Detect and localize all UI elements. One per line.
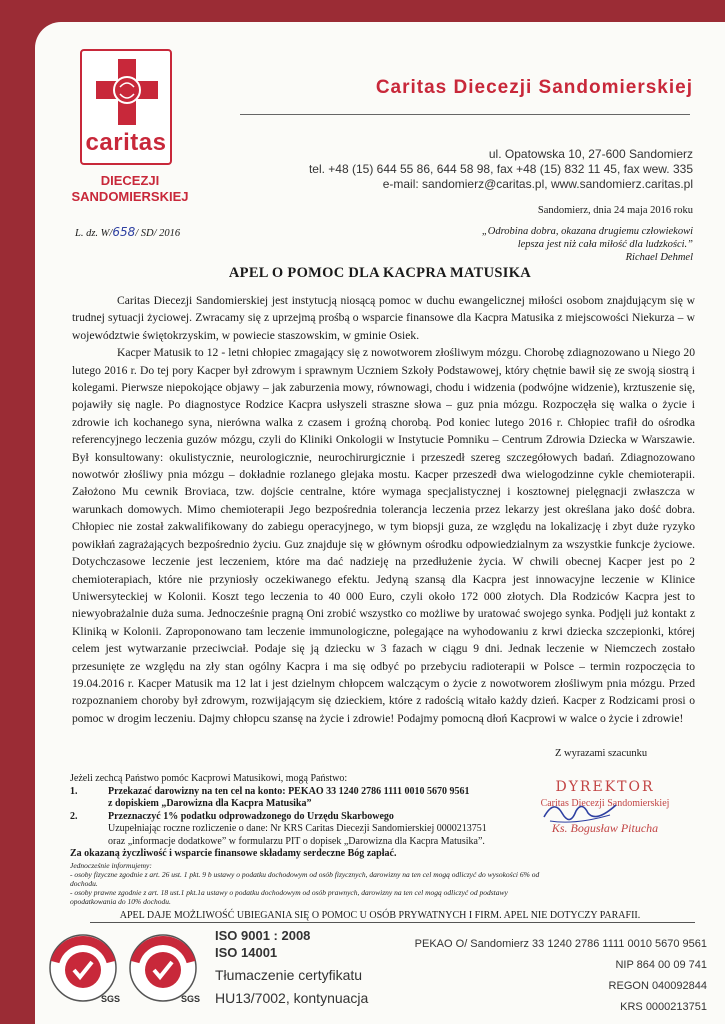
translation-line-2: HU13/7002, kontynuacja: [215, 990, 369, 1006]
email-line[interactable]: e-mail: sandomierz@caritas.pl, www.sandomierz.caritas.pl: [382, 177, 693, 191]
contact-block: [215, 147, 693, 192]
address: ul. Opatowska 10, 27-600 Sandomierz: [488, 147, 693, 161]
stamp-name: Ks. Bogusław Pitucha: [551, 821, 659, 835]
footer-divider: [90, 922, 695, 923]
letter-date: Sandomierz, dnia 24 maja 2016 roku: [537, 205, 693, 216]
motto-quote: [335, 225, 693, 264]
sgs-label: SGS: [101, 994, 121, 1004]
appeal-warning: APEL DAJE MOŻLIWOŚĆ UBIEGANIA SIĘ O POMOC U OSÓB PRYWATNYCH I FIRM. APEL NIE DOTYCZY PARAFII.: [119, 910, 641, 921]
header-divider: [240, 114, 690, 115]
pit-note-line: oraz „informacje dodatkowe” w formularzu PIT o dopisek „Darowizna dla Kacpra Matusika”.: [108, 835, 485, 847]
reference-handwritten-number: 658: [112, 225, 136, 239]
item-number: 1.: [70, 785, 78, 797]
nip-number: NIP 864 00 09 741: [615, 959, 707, 971]
signature-icon: [540, 797, 620, 827]
quote-line-2: lepsza jest niż cała miłość dla ludzkości.”: [517, 239, 693, 250]
paragraph: Caritas Diecezji Sandomierskiej jest instytucją niosącą pomoc w duchu ewangelicznej miłości osobom znajdującym się w trudnej sytuacji życiowej. Zwracamy się z uprzejmą prośbą o wsparcie finansowe dla Kacpra Matusika z miejscowości Niekurza – w województwie świętokrzyskim, w powiecie staszowskim, w gminie Osiek.: [72, 294, 695, 342]
support-instructions: [70, 773, 540, 906]
support-intro: Jeżeli zechcą Państwo pomóc Kacprowi Matusikowi, mogą Państwo:: [70, 773, 348, 784]
logo-word: caritas: [85, 129, 167, 156]
fine-print-1: - osoby fizyczne zgodnie z art. 26 ust. 1 pkt. 9 b ustawy o podatku dochodowym od osób fizycznych, darowizny na ten cel mogą odliczyć do wysokości 6% od dochodu.: [70, 869, 540, 888]
diocese-line-2: SANDOMIERSKIEJ: [71, 189, 189, 204]
paragraph: Kacper Matusik to 12 - letni chłopiec zmagający się z nowotworem złośliwym mózgu. Chorobę zdiagnozowano u Niego 20 lutego 2016 r. Do tej pory Kacper był zdrowym i sprawnym Uczniem Szkoły Podstawowej, który chętnie bawił się ze swoją siostrą i kolegami. Pierwsze niepokojące objawy – jak zaburzenia mowy, równowagi, chodu i widzenia (podwójne widzenie), krztuszenie się, pojawiły się nagle. Po diagnostyce Rodzice Kacpra usłyszeli straszne słowa – guz pnia mózgu. Rozpoczęła się walka o życie i zdrowie ich kochanego syna, nierówna walka z czasem i groźną chorobą. Pod koniec lutego 2016 r. Chłopiec trafił do ośrodka referencyjnego leczenia guzów mózgu, czyli do Kliniki Onkologii w Instytucie Pomniku – Centrum Zdrowia Dziecka w Warszawie. Był konsultowany: okulistycznie, neurologicznie, neurochirurgicznie i przeszedł szereg szczegółowych badań. Zdiagnozowano nowotwór złośliwy pnia mózgu – dokładnie rozlanego glejaka mostu. Kacper przeszedł dwa wielogodzinne cykle chemioterapii. Założono Mu cewnik Broviaca, tzw. dojście centralne, które wymaga specjalistycznej i kosztownej pielęgnacji zwłaszcza w warunkach domowych. Mimo chemioterapii Jego bezpośrednia tolerancja leczenia przez lekarzy jest określana jako dość dobra. Chłopiec nie został zakwalifikowany do zabiegu operacyjnego, w tym biopsji guza, ze względu na lokalizację i zbyt duże ryzyko powikłań zagrażających bezpośrednio życiu. Guz znajduje się w głównym ośrodku odpowiedzialnym za wszystkie funkcje życiowe. Dotychczasowe leczenie jest leczeniem, które ma dać nadzieję na przedłużenie życia. W chwili obecnej Kacper jest po 2 chemioterapiach, które nie przyniosły oczekiwanego efektu. Jedyną szansą dla Kacpra jest innowacyjne leczenie w Klinice Uniwersyteckiej w Kolonii. Koszt tego leczenia to 40 000 Euro, czyli około 172 000 złotych. Dla Rodziców Kacpra jest to niewyobrażalnie duża suma. Jednocześnie pragną Oni zrobić wszystko co możliwe by uratować swojego synka. Podjęli już kontakt z Kliniką w Kolonii. Zaproponowano tam leczenie immunologiczne, polegające na wyhodowaniu z krwi dziecka szczepionki, której celem jest wytwarzanie przeciwciał. Podaje się ją dziecku w 3 fazach w ciągu 9 dni. Jednak leczenie w Niemczech zostało przesunięte ze względu na zły stan ogólny Kacpra i ma się odbyć po przebyciu radioterapii w Polsce – termin rozpoczęcia to 19.04.2016 r. Kacper Matusik ma 12 lat i jest dzielnym chłopcem walczącym o życie z nowotworem złośliwym pnia mózgu. Przed rozpoznaniem choroby był zdrowym, rozwijającym się dzieckiem, które z radością witało każdy dzień. Kacper z Rodzicami prosi o pomoc w drogim leczeniu. Dajmy chłopcu szansę na życie i zdrowie! Podajmy pomocną dłoń Kacprowi w walce o życie i zdrowie!: [72, 346, 695, 725]
quote-author: Richael Dehmel: [625, 252, 693, 263]
thanks-line: Za okazaną życzliwość i wsparcie finansowe składamy serdeczne Bóg zapłać.: [70, 848, 397, 859]
closing-salutation: Z wyrazami szacunku: [555, 748, 648, 759]
caritas-cross-icon: [92, 57, 162, 127]
diocese-name: [55, 173, 205, 205]
stamp-title: DYREKTOR: [555, 779, 655, 795]
krs-line: Uzupełniając roczne rozliczenie o dane: Nr KRS Caritas Diecezji Sandomierskiej 0000213751: [108, 823, 487, 834]
phone-line: tel. +48 (15) 644 55 86, 644 58 98, fax +48 (15) 832 11 45, fax wew. 335: [308, 162, 693, 176]
reference-prefix: L. dz. W/: [75, 228, 113, 239]
iso-14001: ISO 14001: [215, 945, 278, 960]
krs-number: KRS 0000213751: [620, 1001, 707, 1013]
bank-account: PEKAO O/ Sandomierz 33 1240 2786 1111 0010 5670 9561: [414, 938, 707, 950]
fine-print-2: - osoby prawne zgodnie z art. 18 ust.1 pkt.1a ustawy o podatku dochodowym od osób prawnych, darowizny na ten cel mogą odliczyć od podstawy opodatkowania do 10% dochodu.: [70, 887, 508, 906]
sgs-label: SGS: [181, 994, 201, 1004]
sgs-certificate-icon: [127, 932, 202, 1007]
donation-note-line: z dopiskiem „Darowizna dla Kacpra Matusika”: [108, 798, 312, 809]
stamp-organization: Caritas Diecezji Sandomierskiej: [540, 798, 670, 809]
reference-number: [75, 225, 180, 239]
item-number: 2.: [70, 810, 78, 822]
support-item: [70, 786, 540, 811]
sgs-certificate-icon: [47, 932, 122, 1007]
donation-account-line: Przekazać darowizny na ten cel na konto: PEKAO 33 1240 2786 1111 0010 5670 9561: [108, 785, 470, 797]
tax-percent-line: Przeznaczyć 1% podatku odprowadzonego do Urzędu Skarbowego: [108, 810, 394, 822]
iso-certifications: [215, 927, 368, 1007]
translation-line-1: Tłumaczenie certyfikatu: [215, 967, 363, 983]
quote-line-1: „Odrobina dobra, okazana drugiemu człowiekowi: [481, 226, 693, 237]
letter-sheet: [35, 22, 725, 1024]
appeal-body: [72, 292, 695, 727]
organization-title: Caritas Diecezji Sandomierskiej: [375, 77, 693, 98]
bank-details: [365, 934, 707, 1018]
appeal-heading: APEL O POMOC DLA KACPRA MATUSIKA: [228, 265, 532, 281]
diocese-line-1: DIECEZJI: [100, 173, 160, 188]
caritas-logo: [80, 49, 172, 165]
fine-print-title: Jednocześnie informujemy:: [70, 860, 152, 870]
regon-number: REGON 040092844: [608, 980, 707, 992]
reference-suffix: / SD/ 2016: [135, 228, 181, 239]
iso-9001: ISO 9001 : 2008: [215, 928, 311, 943]
support-item: [70, 811, 540, 849]
